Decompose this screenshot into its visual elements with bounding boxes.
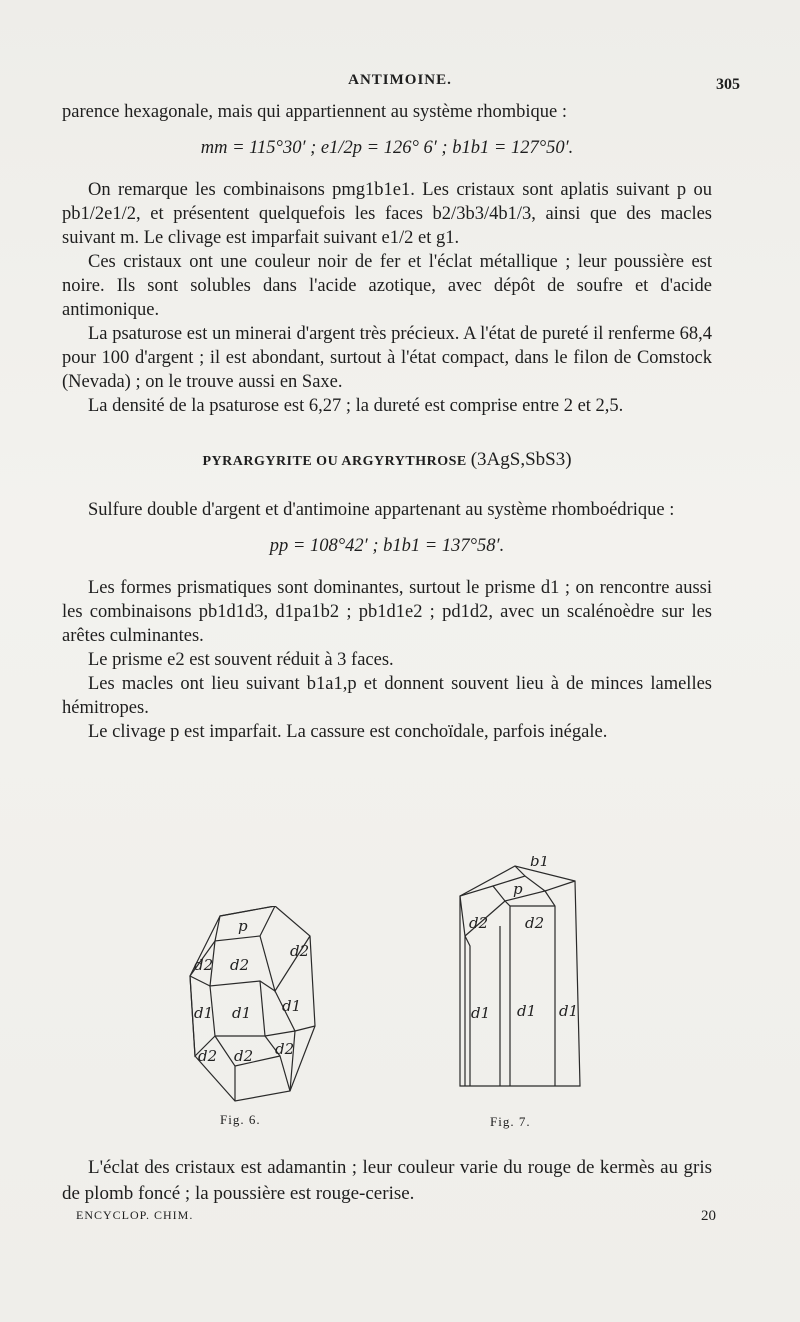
footer-sheet-number: 20 [701, 1208, 716, 1224]
fig7-edge-9 [465, 936, 470, 1086]
fig6-label-d2-low-right: d2 [275, 1040, 295, 1058]
fig6-edge-6 [260, 981, 265, 1036]
figure-7-caption: Fig. 7. [490, 1114, 531, 1129]
paragraph-eclat [62, 1155, 712, 1207]
fig7-label-d1-left: d1 [471, 1004, 491, 1022]
paragraph-couleur: Ces cristaux ont une couleur noir de fer et l'éclat métallique ; leur poussière est noire. Ils sont solubles dans l'acide azotique, avec dépôt de soufre et d'acide antimonique. [62, 252, 712, 320]
formula-angles-2: pp = 108°42′ ; b1b1 = 137°58′. [269, 536, 505, 556]
fig6-label-d2-left: d2 [194, 956, 214, 974]
fig7-edge-5 [545, 891, 555, 1086]
figure-6-crystal [180, 906, 340, 1106]
page-header [0, 72, 800, 96]
footer-signature: ENCYCLOP. CHIM. [76, 1208, 194, 1222]
fig7-edge-3 [545, 881, 575, 891]
fig6-label-d2-right: d2 [290, 942, 310, 960]
paragraph-eclat-text: L'éclat des cristaux est adamantin ; leur couleur varie du rouge de kermès au gris de plomb foncé ; la poussière est rouge-cerise. [62, 1157, 712, 1204]
fig7-edge-7 [460, 896, 465, 1086]
running-title: ANTIMOINE. [348, 72, 452, 88]
fig7-label-d2-right: d2 [525, 914, 545, 932]
fig7-label-b1: b1 [530, 856, 550, 870]
main-text [62, 100, 712, 744]
figure-6-caption: Fig. 6. [220, 1112, 261, 1127]
fig7-label-p: p [513, 880, 523, 898]
fig6-edge-9 [215, 1036, 235, 1101]
paragraph-prisme: Le prisme e2 est souvent réduit à 3 faces. [88, 650, 394, 670]
section-title [62, 448, 712, 474]
fig6-label-d2-low-center: d2 [234, 1047, 254, 1065]
fig6-edge-4 [190, 976, 210, 986]
paragraph-continuation: parence hexagonale, mais qui appartiennent au système rhombique : [62, 102, 567, 122]
paragraph-combinaisons: On remarque les combinaisons pmg1b1e1. Les cristaux sont aplatis suivant p ou pb1/2e1/2, et présentent quelquefois les faces b2/3b3/4b1/3, ainsi que des macles suivant m. Le clivage est imparfait suivant e1/2 et g1. [62, 180, 712, 248]
fig6-label-d1-right: d1 [282, 997, 302, 1015]
paragraph-minerai: La psaturose est un minerai d'argent très précieux. A l'état de pureté il renferme 68,4 pour 100 d'argent ; il est abondant, surtout à l'état compact, dans le filon de Comstock (Nevada) ; on le trouve aussi en Saxe. [62, 324, 712, 392]
figure-7-crystal [445, 856, 595, 1106]
fig6-label-d1-center: d1 [232, 1004, 252, 1022]
fig6-label-d2-low-left: d2 [198, 1047, 218, 1065]
fig6-label-d1-left: d1 [194, 1004, 214, 1022]
fig7-edge-4 [505, 901, 510, 1086]
section-title-text: PYRARGYRITE OU ARGYRYTHROSE [202, 454, 467, 469]
fig7-label-d2-left: d2 [469, 914, 489, 932]
fig7-label-d1-right: d1 [559, 1002, 579, 1020]
formula-angles-1: mm = 115°30′ ; e1/2p = 126° 6′ ; b1b1 = 127°50′. [200, 138, 574, 158]
page-number: 305 [716, 76, 740, 93]
paragraph-formes: Les formes prismatiques sont dominantes, surtout le prisme d1 ; on rencontre aussi les combinaisons pb1d1d3, d1pa1b2 ; pb1d1e2 ; pd1d2, avec un scalénoèdre sur les arêtes culminantes. [62, 578, 712, 646]
paragraph-sulfure: Sulfure double d'argent et d'antimoine appartenant au système rhomboédrique : [88, 500, 675, 520]
paragraph-densite: La densité de la psaturose est 6,27 ; la dureté est comprise entre 2 et 2,5. [88, 396, 624, 416]
fig6-label-d2-center: d2 [230, 956, 250, 974]
paragraph-macles: Les macles ont lieu suivant b1a1,p et donnent souvent lieu à de minces lamelles hémitropes. [62, 674, 712, 718]
page-footer [76, 1208, 716, 1228]
fig6-label-p: p [238, 917, 248, 935]
section-formula: (3AgS,SbS3) [470, 449, 572, 470]
fig7-label-d1-center: d1 [517, 1002, 537, 1020]
figures [0, 856, 800, 1136]
fig7-outline [460, 866, 580, 1086]
paragraph-clivage: Le clivage p est imparfait. La cassure est conchoïdale, parfois inégale. [88, 722, 608, 742]
